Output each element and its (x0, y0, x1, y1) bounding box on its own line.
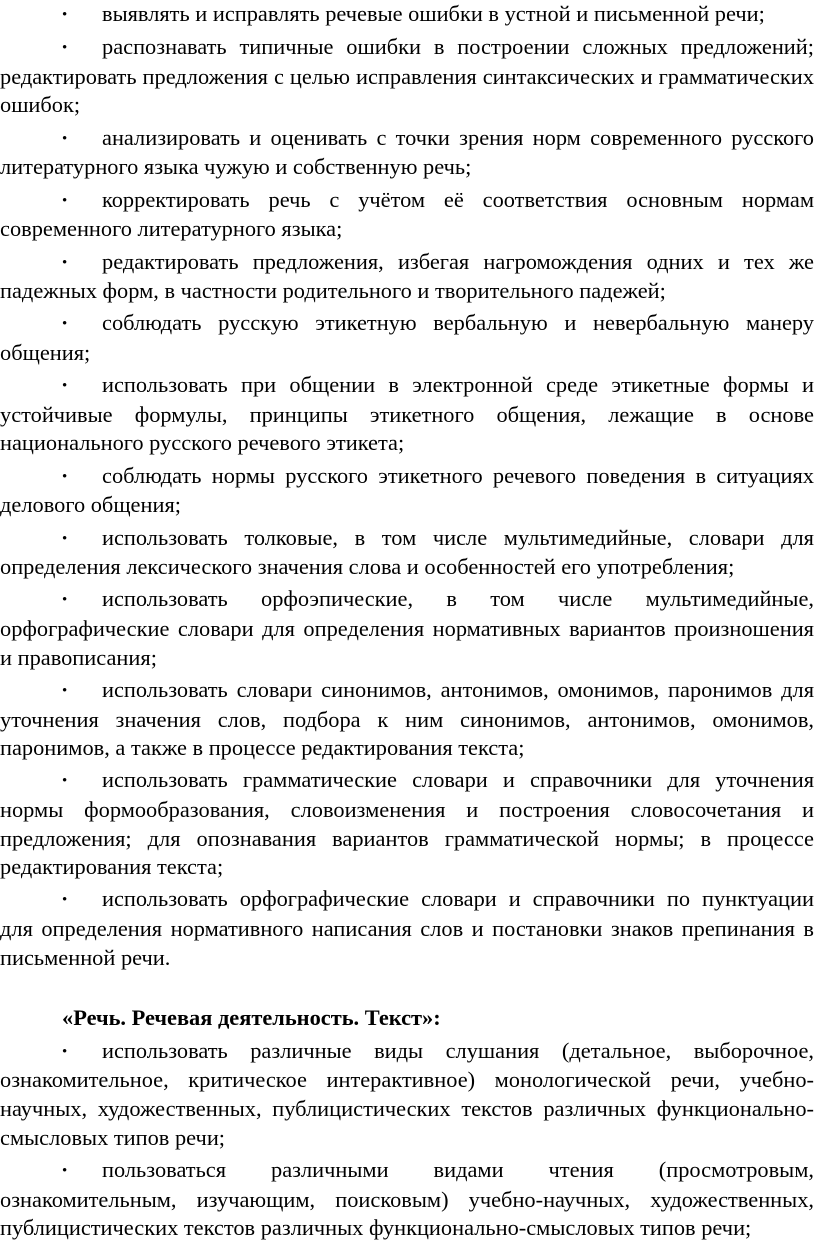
list-item (0, 524, 814, 582)
list-item (0, 186, 814, 244)
list-item (0, 462, 814, 520)
list-item (0, 676, 814, 763)
list-item-text: использовать различные виды слушания (детальное, выборочное, ознакомительное, критическое интерактивное) монологической речи, учебно-научных, художественных, публицистических текстов различных функционально-смысловых типов речи; (0, 1037, 814, 1150)
list-item (0, 248, 814, 306)
bullet-icon: • (62, 682, 68, 699)
list-item-text: корректировать речь с учётом её соответствия основным нормам современного литературного языка; (0, 186, 814, 242)
bullet-icon: • (62, 892, 68, 909)
list-item (0, 885, 814, 972)
bullet-icon: • (62, 40, 68, 57)
list-item-text: использовать орфографические словари и справочники по пунктуации для определения нормативного написания слов и постановки знаков препинания в письменной речи. (0, 886, 814, 970)
list-item-text: использовать словари синонимов, антонимов, омонимов, паронимов для уточнения значения слов, подбора к ним синонимов, антонимов, омонимов, паронимов, а также в процессе редактирования текста; (0, 676, 814, 761)
list-item-text: использовать орфоэпические, в том числе мультимедийные, орфографические словари для определения нормативных вариантов произношения и правописания; (0, 586, 814, 670)
bullet-icon: • (62, 1043, 68, 1060)
list-item-text: редактировать предложения, избегая нагромождения одних и тех же падежных форм, в частности родительного и творительного падежей; (0, 248, 814, 304)
list-item-text: соблюдать нормы русского этикетного речевого поведения в ситуациях делового общения; (0, 462, 814, 518)
section-heading: «Речь. Речевая деятельность. Текст»: (62, 1005, 441, 1031)
list-item (0, 1037, 814, 1152)
list-item (0, 124, 814, 182)
list-item-text: использовать грамматические словари и справочники для уточнения нормы формообразования, словоизменения и построения словосочетания и предложения; для опознавания вариантов грамматической нормы; в процессе редактирования текста; (0, 767, 814, 880)
bullet-icon: • (62, 468, 68, 485)
list-item (0, 1156, 814, 1243)
list-item-text: использовать при общении в электронной среде этикетные формы и устойчивые формулы, принципы этикетного общения, лежащие в основе национального русского речевого этикета; (0, 372, 814, 456)
bullet-icon: • (62, 592, 68, 609)
list-item (0, 0, 814, 30)
list-item (0, 766, 814, 881)
bullet-icon: • (62, 316, 68, 333)
list-item (0, 309, 814, 367)
list-item (0, 371, 814, 458)
bullet-icon: • (62, 773, 68, 790)
skills-list-2 (0, 1037, 814, 1243)
list-item-text: выявлять и исправлять речевые ошибки в устной и письменной речи; (102, 1, 765, 26)
list-item-text: соблюдать русскую этикетную вербальную и невербальную манеру общения; (0, 310, 814, 365)
list-item-text: распознавать типичные ошибки в построении сложных предложений; редактировать предложения с целью исправления синтаксических и грамматических ошибок; (0, 34, 814, 118)
bullet-icon: • (62, 130, 68, 147)
bullet-icon: • (62, 530, 68, 547)
list-item (0, 585, 814, 672)
bullet-icon: • (62, 1162, 68, 1179)
list-item-text: пользоваться различными видами чтения (просмотровым, ознакомительным, изучающим, поисковым) учебно-научных, художественных, публицистических текстов различных функционально-смысловых типов речи; (0, 1156, 814, 1241)
list-item-text: использовать толковые, в том числе мультимедийные, словари для определения лексического значения слова и особенностей его употребления; (0, 524, 814, 580)
bullet-icon: • (62, 7, 68, 23)
bullet-icon: • (62, 254, 68, 271)
bullet-icon: • (62, 378, 68, 395)
bullet-icon: • (62, 192, 68, 209)
list-item (0, 33, 814, 120)
list-item-text: анализировать и оценивать с точки зрения норм современного русского литературного языка чужую и собственную речь; (0, 124, 814, 180)
